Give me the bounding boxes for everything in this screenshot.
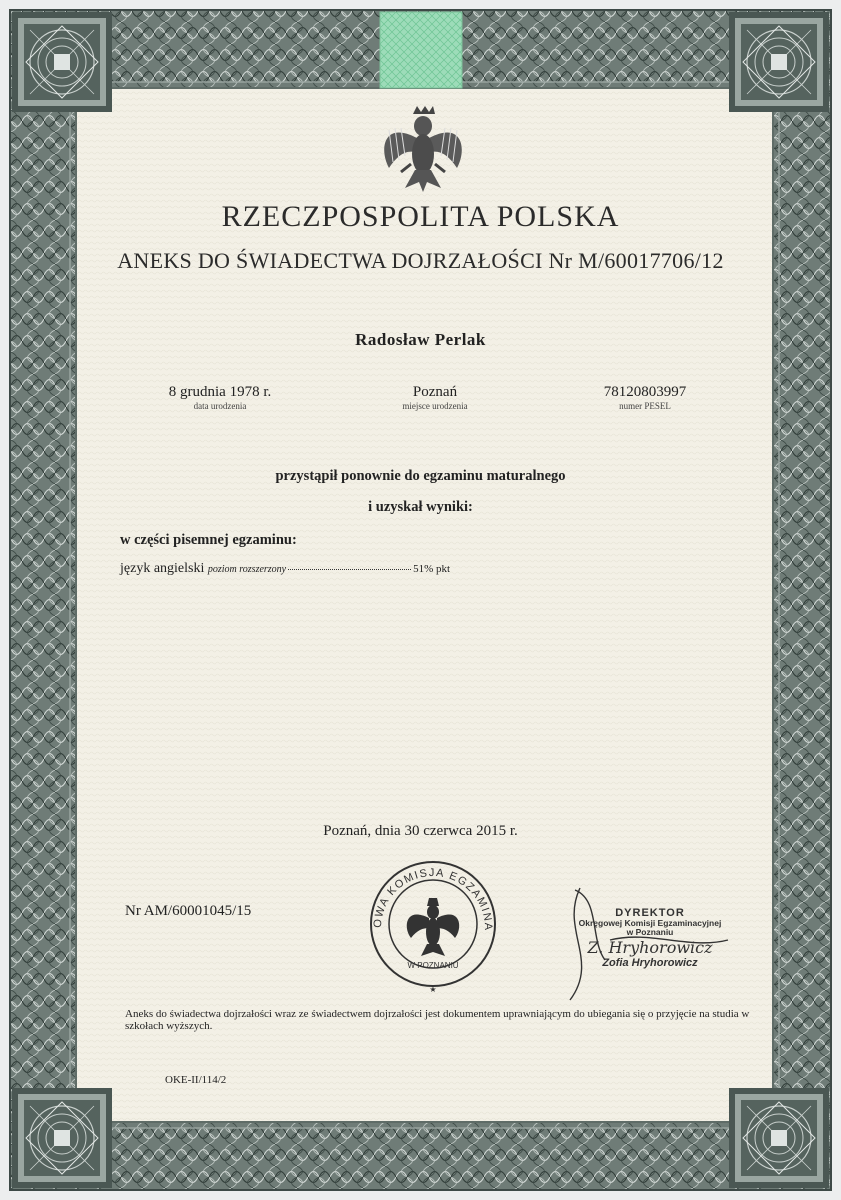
dotted-leader [288, 569, 411, 570]
signature-org-line-1: Okręgowej Komisji Egzaminacyjnej [578, 918, 722, 928]
footer-note: Aneks do świadectwa dojrzałości wraz ze świadectwem dojrzałości jest dokumentem uprawniającym do ubiegania się o przyjęcie na studia w szkołach wyższych. [125, 1008, 750, 1032]
subject-score: 51% pkt [413, 563, 451, 575]
statement-line-2: i uzyskał wyniki: [368, 499, 473, 515]
form-code: OKE-II/114/2 [165, 1074, 227, 1086]
country-title: RZECZPOSPOLITA POLSKA [221, 200, 620, 233]
signature-title: DYREKTOR [615, 907, 685, 919]
svg-text:W POZNANIU: W POZNANIU [407, 961, 459, 970]
birth-place-block [355, 384, 515, 411]
written-section-heading: w części pisemnej egzaminu: [120, 532, 297, 548]
director-signature-block [560, 907, 740, 969]
birth-date: 8 grudnia 1978 r. [168, 384, 272, 400]
holder-name: Radosław Perlak [355, 330, 486, 349]
signature-name: Zofia Hryhorowicz [602, 957, 698, 969]
birth-date-block [140, 384, 300, 411]
birth-place-caption: miejsce urodzenia [402, 401, 468, 411]
signature-org-line-2: w Poznaniu [626, 927, 674, 937]
birth-date-caption: data urodzenia [193, 401, 247, 411]
svg-text:★: ★ [429, 985, 437, 994]
document-title: ANEKS DO ŚWIADECTWA DOJRZAŁOŚCI Nr M/60017706/12 [117, 248, 724, 273]
subject-level: poziom rozszerzony [207, 564, 287, 575]
subject-name: język angielski [120, 561, 205, 576]
handwritten-signature: Z. Hryhorowicz [587, 938, 713, 957]
issue-number: Nr AM/60001045/15 [125, 903, 252, 919]
pesel-number: 78120803997 [603, 384, 687, 400]
pesel-block [565, 384, 725, 411]
result-row [120, 561, 450, 577]
hologram-icon [380, 12, 462, 88]
pesel-caption: numer PESEL [619, 401, 671, 411]
birth-place: Poznań [412, 384, 458, 400]
issue-place-date: Poznań, dnia 30 czerwca 2015 r. [323, 823, 518, 839]
svg-text:OKRĘGOWA KOMISJA EGZAMINACYJNA: OWA KOMISJA EGZAMINA [371, 866, 495, 932]
statement-line-1: przystąpił ponownie do egzaminu maturalnego [275, 468, 566, 484]
